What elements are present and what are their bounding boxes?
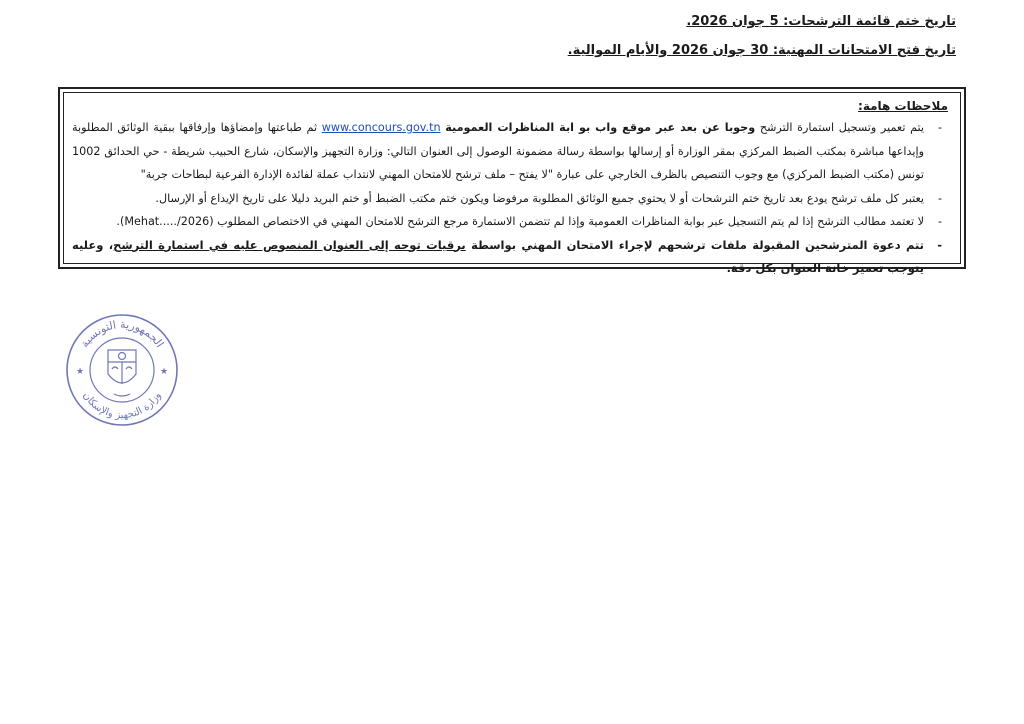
- exam-date: تاريخ فتح الامتحانات المهنية: 30 جوان 2026 والأيام الموالية.: [567, 43, 956, 58]
- note-text: يعتبر كل ملف ترشح يودع بعد تاريخ ختم الترشحات أو لا يحتوي جميع الوثائق المطلوبة مرفوضا ويكون ختم مكتب الضبط أو ختم البريد دليلا على تاريخ الإيداع أو الإرسال.: [155, 191, 924, 205]
- note-bold-text: وجوبا عن بعد عبر موقع واب بو ابة المناظرات العمومية: [445, 121, 756, 134]
- notes-inner-frame: [63, 92, 961, 275]
- note-registration: [72, 210, 948, 234]
- portal-link[interactable]: www.concours.gov.tn: [321, 121, 441, 134]
- note-underlined-text: برقيات توجه إلى العنوان المنصوص عليه في استمارة الترشح: [113, 237, 466, 252]
- note-text: تتم دعوة المترشحين المقبولة ملفات ترشحهم لإجراء الامتحان المهني بواسطة: [465, 237, 924, 252]
- notes-list: [72, 116, 948, 281]
- bullet-dash: -: [937, 215, 942, 228]
- bullet-dash: -: [937, 237, 942, 252]
- stamp-top-text: الجمهورية التونسية: [77, 317, 167, 350]
- bullet-dash: -: [937, 191, 942, 205]
- note-text: ثم طباعتها وإمضاؤها وإرفاقها ببقية الوثائق المطلوبة وإيداعها مباشرة بمكتب الضبط المركزي بمقر الوزارة أو إرسالها بواسطة رسالة مضمونة الوصول إلى العنوان التالي: وزارة التجهيز والإسكان، شارع الحبيب شريطة - حي الحدائق 1002 تونس (مكتب الضبط المركزي) مع وجوب التنصيص بالظرف الخارجي على عبارة "لا يفتح – ملف ترشح للامتحان المهني لانتداب عملة لفائدة الإدارة الفرعية لبطاحات جربة": [72, 121, 924, 181]
- note-text: يتم تعمير وتسجيل استمارة الترشح: [755, 121, 925, 134]
- emblem-icon: [108, 350, 136, 396]
- bullet-dash: -: [937, 121, 942, 134]
- notes-title: ملاحظات هامة:: [858, 99, 948, 113]
- note-submission: [72, 116, 948, 187]
- note-invitation: [72, 234, 948, 281]
- notes-box: [58, 87, 966, 275]
- note-rejection: [72, 187, 948, 211]
- stamp-star-icon: ★: [159, 367, 169, 377]
- stamp-bottom-text: وزارة التجهيز والإسكان: [80, 390, 164, 422]
- stamp-star-icon: ★: [75, 367, 85, 377]
- note-text: لا تعتمد مطالب الترشح إذا لم يتم التسجيل عبر بوابة المناظرات العمومية وإذا لم تتضمن الاستمارة مرجع الترشح للامتحان المهني في الاختصاص المطلوب (Mehat...../2026).: [116, 215, 924, 228]
- note-text: ، وعليه يتوجب تعمير خانة العنوان بكل دقة.: [72, 237, 924, 275]
- ministry-stamp: [64, 312, 180, 428]
- closing-date: تاريخ ختم قائمة الترشحات: 5 جوان 2026.: [686, 14, 956, 29]
